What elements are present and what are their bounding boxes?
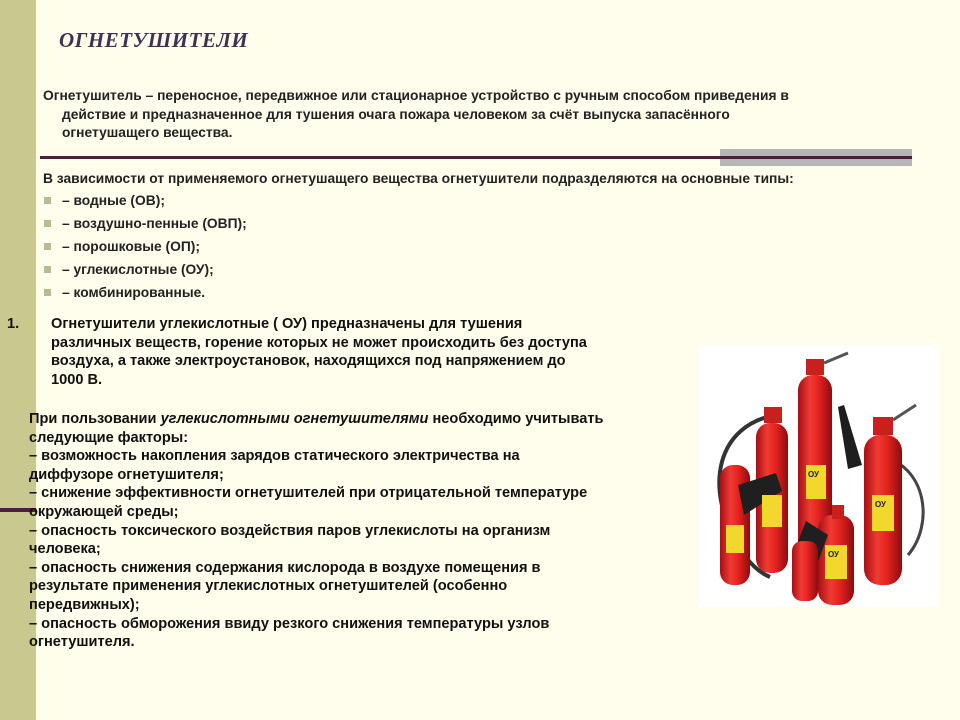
factor-line: окружающей среды; (29, 503, 179, 520)
list-item (43, 239, 247, 262)
definition-line-1: Огнетушитель – переносное, передвижное или стационарное устройство с ручным способом приведения в (43, 88, 789, 103)
divider-line (40, 156, 912, 159)
list-item (43, 193, 247, 216)
factors-heading: следующие факторы: (29, 429, 189, 446)
co2-line-1: Огнетушители углекислотные ( ОУ) предназначены для тушения (51, 316, 523, 332)
extinguisher-label: ОУ (875, 500, 886, 509)
extinguishers-photo (698, 345, 938, 607)
list-item (29, 447, 679, 484)
list-item (43, 216, 247, 239)
factor-line: передвижных); (29, 596, 140, 613)
list-item (29, 522, 679, 559)
list-number: 1. (7, 316, 20, 332)
factors-intro (29, 410, 679, 429)
types-list (43, 193, 247, 308)
bullet-square-icon (44, 197, 51, 204)
factor-line: результате применения углекислотных огнетушителей (особенно (29, 578, 508, 595)
bullet-square-icon (44, 243, 51, 250)
definition-text (43, 87, 918, 143)
type-label: – комбинированные. (62, 285, 206, 300)
list-item (29, 559, 679, 615)
factor-line: диффузоре огнетушителя; (29, 466, 224, 483)
factor-line: – опасность обморожения ввиду резкого снижения температуры узлов (29, 615, 550, 632)
bullet-square-icon (44, 220, 51, 227)
definition-line-3: огнетушащего вещества. (62, 125, 233, 140)
factor-line: огнетушителя. (29, 634, 135, 651)
types-intro: В зависимости от применяемого огнетушащего вещества огнетушители подразделяются на основные типы: (43, 171, 794, 186)
list-item (29, 484, 679, 521)
factors-prefix: При пользовании (29, 411, 161, 427)
factors-section (29, 410, 679, 652)
extinguisher-label: ОУ (828, 550, 839, 559)
bullet-square-icon (44, 289, 51, 296)
co2-paragraph (7, 315, 679, 389)
type-label: – водные (ОВ); (62, 193, 165, 208)
factor-line: – опасность снижения содержания кислорода в воздухе помещения в (29, 559, 541, 576)
factors-suffix: необходимо учитывать (428, 411, 604, 427)
factor-line: – возможность накопления зарядов статического электричества на (29, 448, 520, 465)
co2-line-3: воздуха, а также электроустановок, находящихся под напряжением до (51, 353, 566, 370)
definition-line-2: действие и предназначенное для тушения очага пожара человеком за счёт выпуска запасённого (62, 106, 730, 122)
slide-title: ОГНЕТУШИТЕЛИ (59, 28, 249, 52)
co2-extinguishers-illustration (698, 345, 938, 607)
factor-line: человека; (29, 541, 101, 558)
factor-line: – опасность токсического воздействия паров углекислоты на организм (29, 522, 551, 539)
co2-line-4: 1000 В. (51, 371, 103, 388)
list-item (29, 615, 679, 652)
type-label: – воздушно-пенные (ОВП); (62, 216, 247, 231)
extinguisher-label: ОУ (808, 470, 819, 479)
bullet-square-icon (44, 266, 51, 273)
type-label: – углекислотные (ОУ); (62, 262, 214, 277)
list-item (43, 285, 247, 308)
factors-emphasis: углекислотными огнетушителями (160, 411, 429, 427)
type-label: – порошковые (ОП); (62, 239, 200, 254)
co2-description (7, 315, 679, 389)
list-item (43, 262, 247, 285)
factor-line: – снижение эффективности огнетушителей при отрицательной температуре (29, 485, 588, 502)
co2-line-2: различных веществ, горение которых не может происходить без доступа (51, 334, 587, 351)
